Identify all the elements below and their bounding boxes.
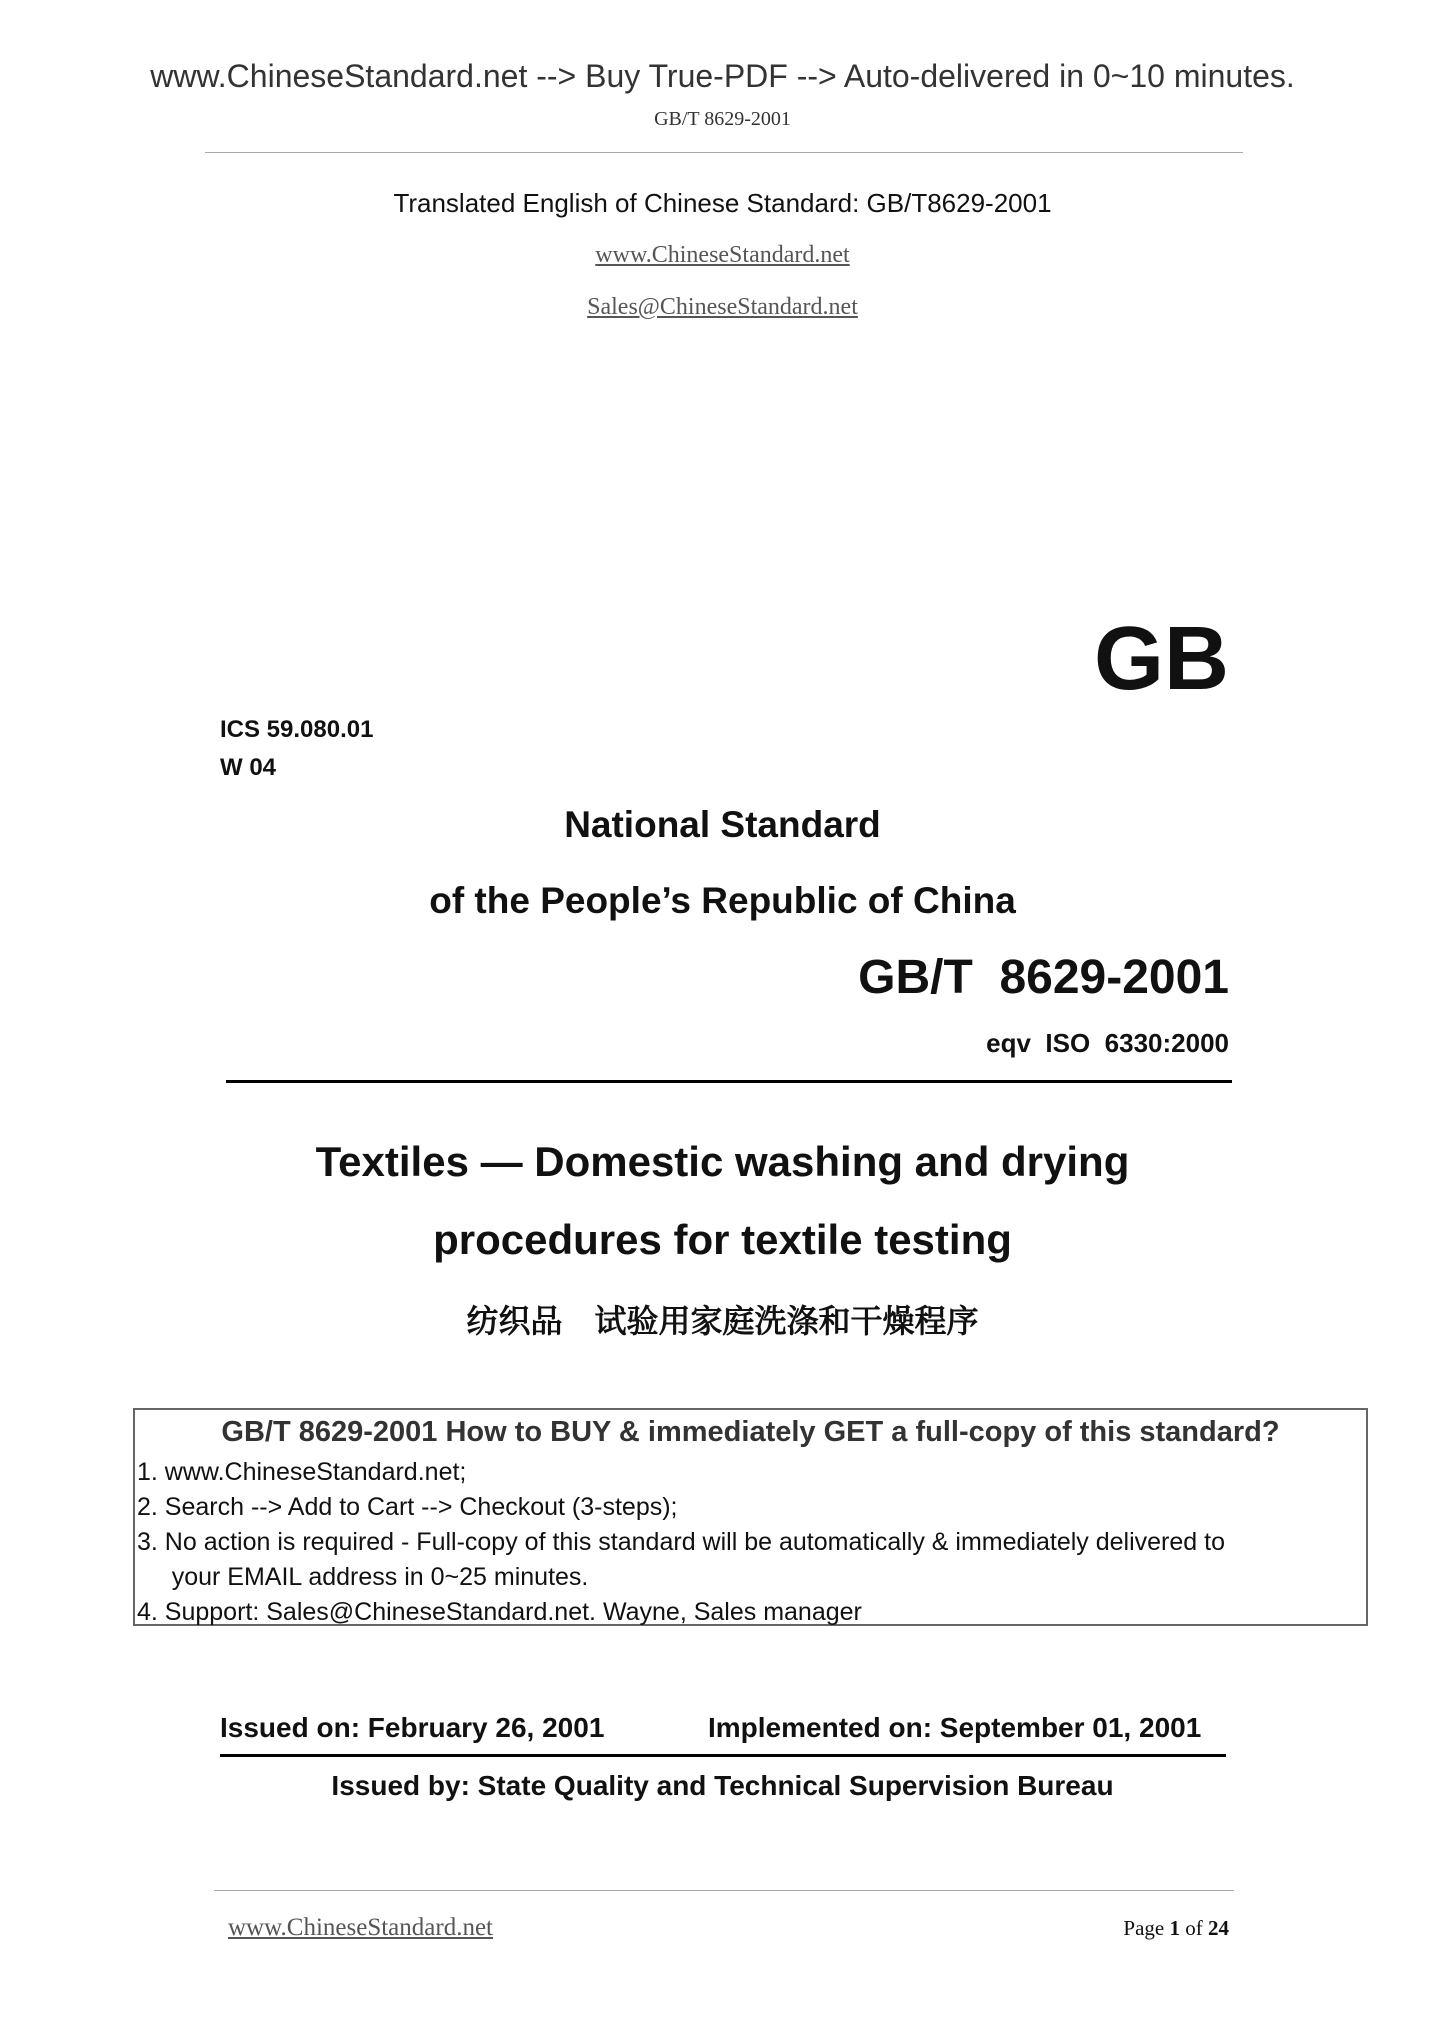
translated-notice: Translated English of Chinese Standard: GB/T8629-2001 [393,188,1052,218]
purchase-step-2: 2. Search --> Add to Cart --> Checkout (3-steps); [137,1493,678,1521]
purchase-info-box [133,1408,1368,1626]
purchase-heading: GB/T 8629-2001 How to BUY & immediately GET a full-copy of this standard? [221,1416,1280,1448]
ics-code: ICS 59.080.01 [220,716,374,743]
purchase-step-3-continued: your EMAIL address in 0~25 minutes. [137,1563,589,1591]
document-title-line1: Textiles — Domestic washing and drying [315,1138,1130,1185]
standard-code: GB/T 8629-2001 [858,951,1229,1004]
national-standard-heading: National Standard [564,804,881,845]
implemented-on-date: Implemented on: September 01, 2001 [708,1712,1202,1743]
classification-code: W 04 [220,754,277,781]
header-standard-code: GB/T 8629-2001 [654,108,791,130]
document-title-chinese: 纺织品 试验用家庭洗涤和干燥程序 [466,1303,979,1339]
issued-on-date: Issued on: February 26, 2001 [220,1712,605,1743]
issue-divider [220,1754,1226,1757]
website-link[interactable]: www.ChineseStandard.net [595,242,850,268]
footer-website-link[interactable]: www.ChineseStandard.net [228,1914,493,1941]
page-current: 1 [1169,1916,1180,1940]
page-prefix: Page [1123,1916,1170,1940]
equivalence-note: eqv ISO 6330:2000 [986,1028,1229,1058]
page-of: of [1180,1916,1208,1940]
purchase-step-4: 4. Support: Sales@ChineseStandard.net. Wayne, Sales manager [137,1598,862,1626]
footer-divider [214,1890,1234,1891]
page-total: 24 [1208,1916,1229,1940]
purchase-step-1[interactable]: 1. www.ChineseStandard.net; [137,1458,467,1486]
email-link[interactable]: Sales@ChineseStandard.net [587,294,858,320]
title-divider [226,1080,1232,1083]
header-divider [205,152,1243,153]
document-title-line2: procedures for textile testing [433,1216,1012,1263]
gb-mark: GB [1094,609,1229,709]
issuing-authority: Issued by: State Quality and Technical Supervision Bureau [331,1770,1114,1801]
purchase-step-3: 3. No action is required - Full-copy of this standard will be automatically & immediately delivered to [137,1528,1225,1556]
page-number [1123,1916,1229,1941]
top-banner: www.ChineseStandard.net --> Buy True-PDF --> Auto-delivered in 0~10 minutes. [150,58,1295,94]
prc-heading: of the People’s Republic of China [429,880,1016,921]
